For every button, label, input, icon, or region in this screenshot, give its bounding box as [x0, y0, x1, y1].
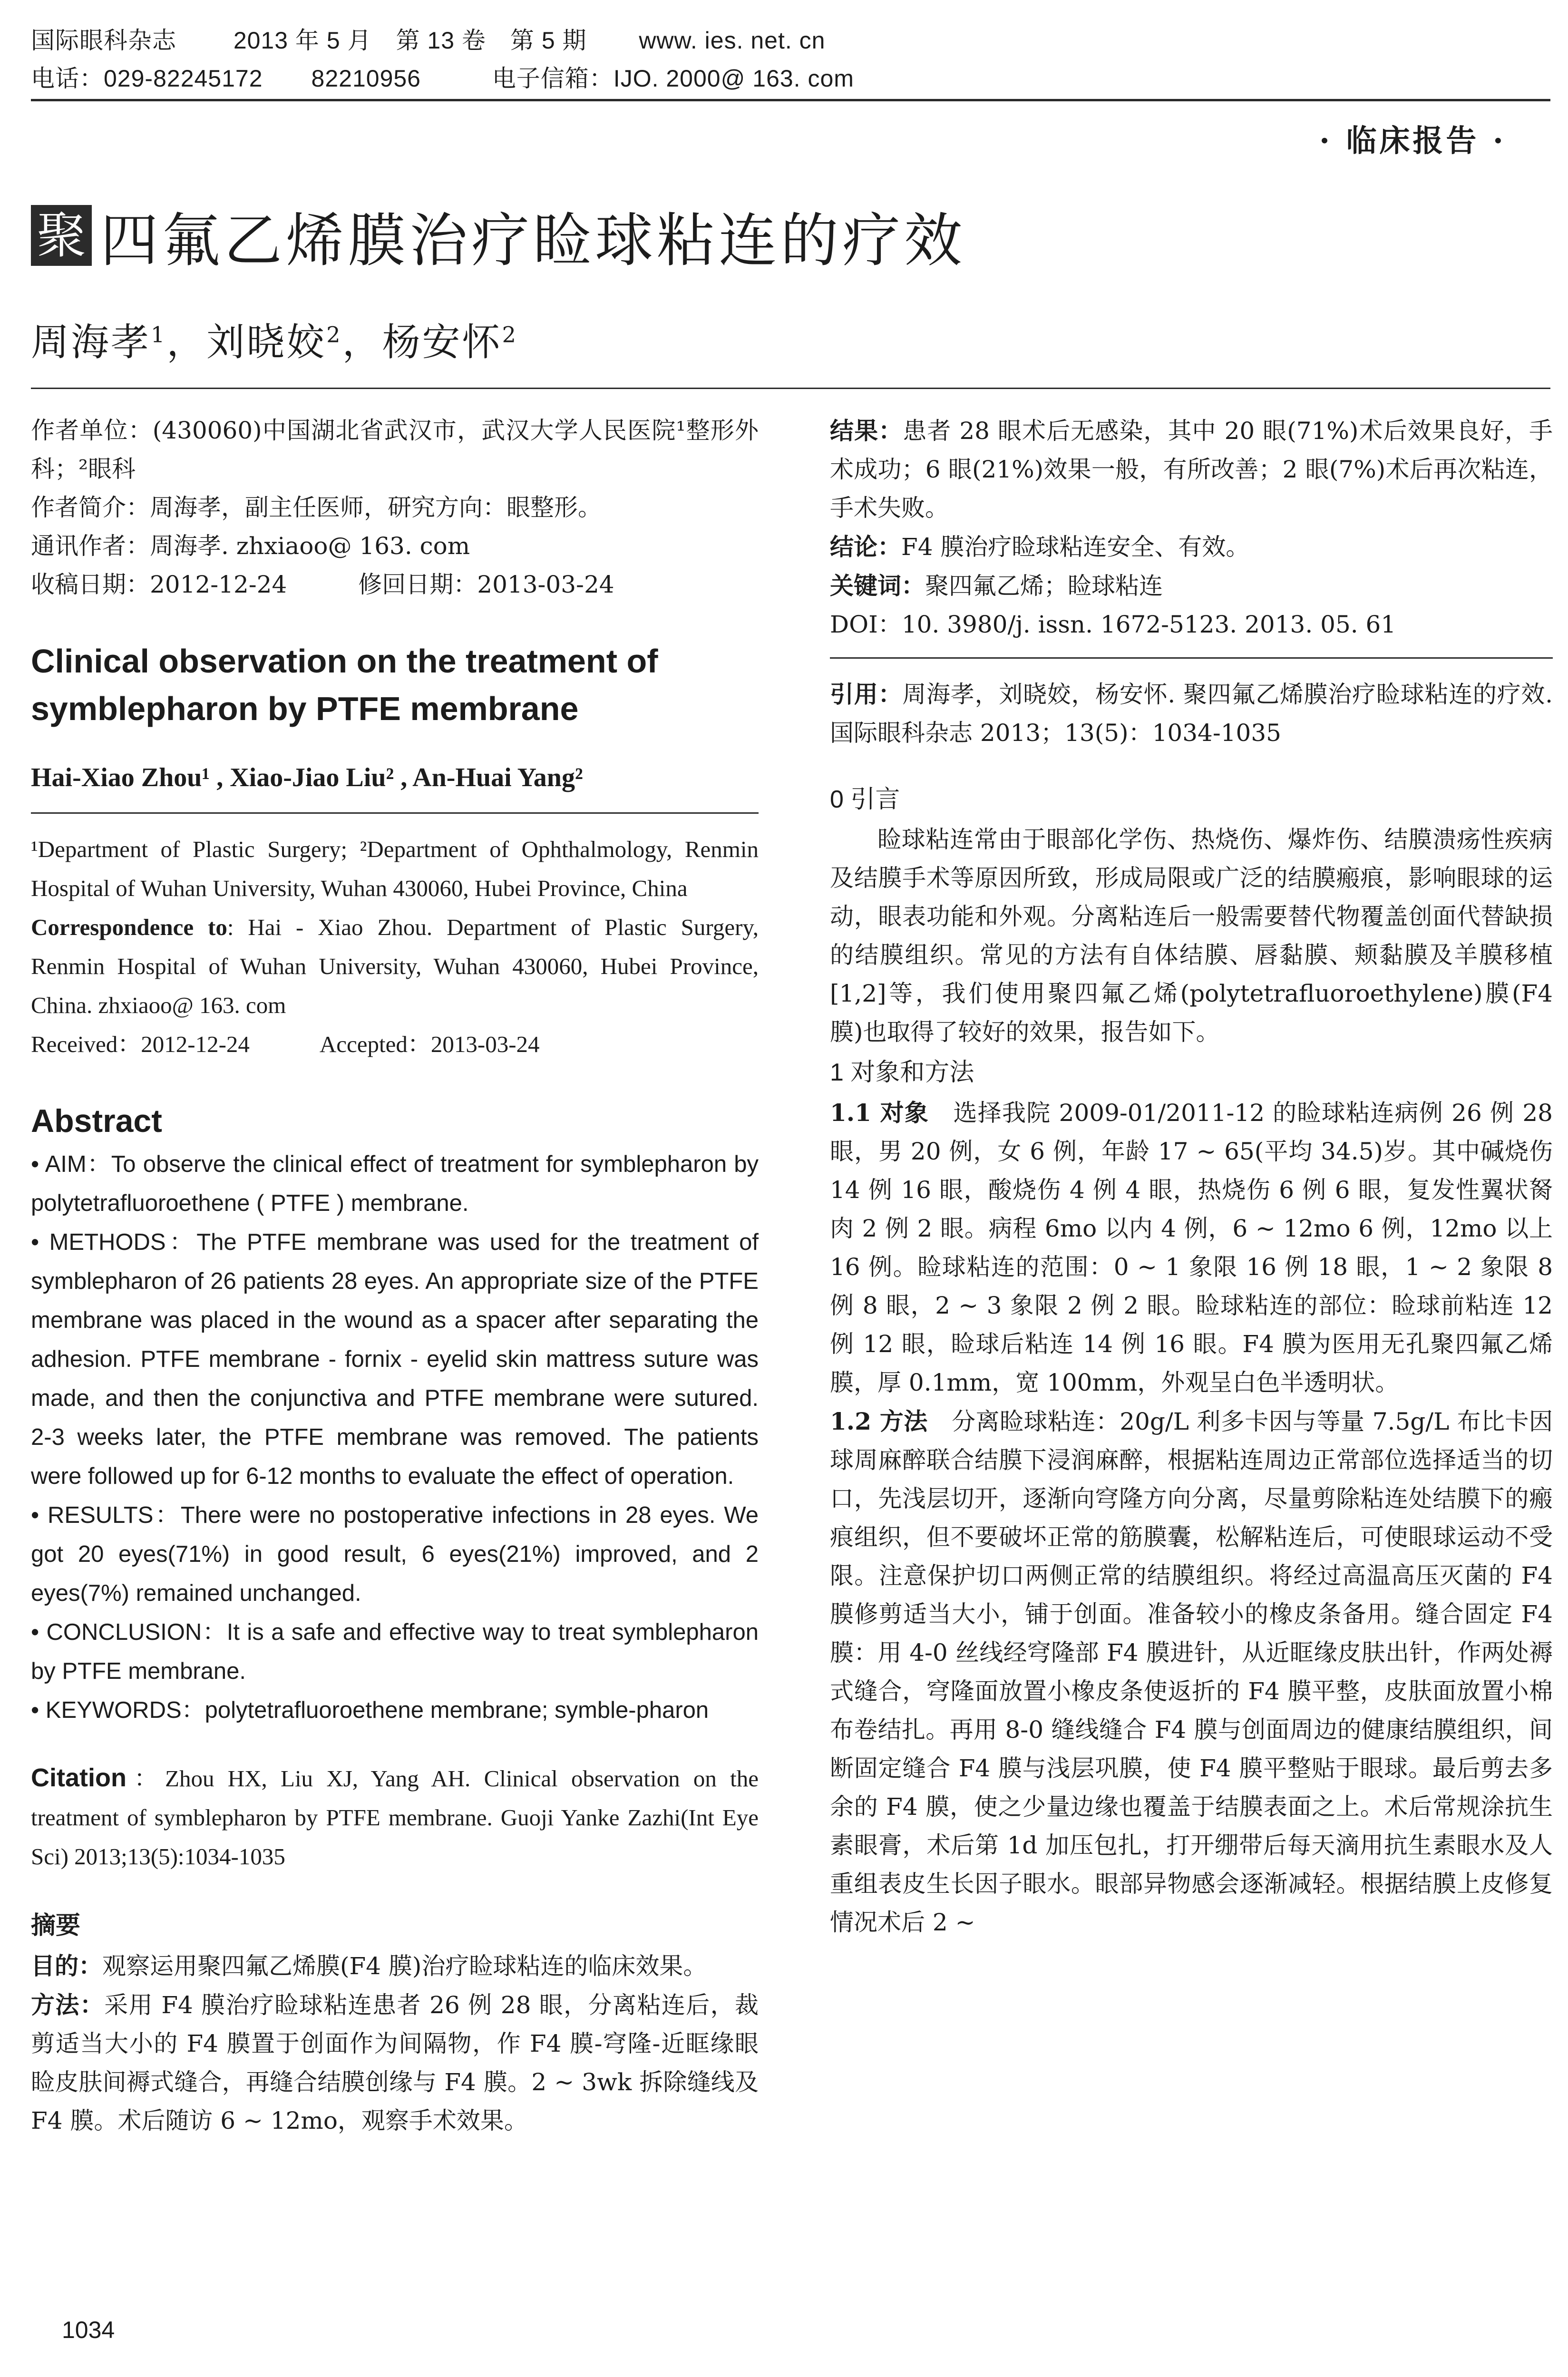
header-line-2: [31, 59, 1550, 97]
english-citation: [31, 1758, 759, 1876]
abstract-results: • RESULTS：There were no postoperative infections in 28 eyes. We got 20 eyes(71%) in good result, 6 eyes(21%) improved, and 2 eyes(7%) remained unchanged.: [31, 1502, 759, 1606]
cn-citation-text: 周海孝，刘晓姣，杨安怀. 聚四氟乙烯膜治疗睑球粘连的疗效. 国际眼科杂志 2013；13(5)：1034-1035: [830, 681, 1553, 747]
cn-methods-text: 采用 F4 膜治疗睑球粘连患者 26 例 28 眼，分离粘连后，裁剪适当大小的 F4 膜置于创面作为间隔物，作 F4 膜-穹隆-近眶缘眼睑皮肤间褥式缝合，再缝合结膜创缘与 F4 膜。2 ~ 3wk 拆除缝线及 F4 膜。术后随访 6 ~ 12mo，观察手术效果。: [31, 1991, 759, 2134]
author-name: 周海孝: [31, 320, 151, 364]
cn-aim-text: 观察运用聚四氟乙烯膜(F4 膜)治疗睑球粘连的临床效果。: [102, 1952, 707, 1980]
cn-keywords-label: 关键词：: [830, 572, 925, 600]
article-title: 四氟乙烯膜治疗睑球粘连的疗效: [100, 206, 966, 274]
methods-label: 1.2 方法: [830, 1407, 928, 1435]
author-name: 刘晓姣: [206, 320, 327, 364]
english-authors: Hai-Xiao Zhou¹ , Xiao-Jiao Liu² , An-Huai Yang²: [31, 763, 583, 792]
website-link[interactable]: www. ies. net. cn: [639, 27, 826, 54]
author-name: 杨安怀: [382, 320, 502, 364]
english-authors-divider: [31, 812, 759, 814]
author-bio: 作者简介：周海孝，副主任医师，研究方向：眼整形。: [31, 494, 602, 521]
english-affiliation: ¹Department of Plastic Surgery; ²Department of Ophthalmology, Renmin Hospital of Wuhan University, Wuhan 430060, Hubei Province, China: [31, 836, 759, 901]
cn-citation: [830, 675, 1553, 752]
author-affiliation-mark: 2: [326, 321, 342, 348]
author-affiliation: 作者单位：(430060)中国湖北省武汉市，武汉大学人民医院¹整形外科；²眼科: [31, 417, 759, 483]
cn-methods-label: 方法：: [31, 1991, 105, 2019]
english-correspondence: [31, 908, 759, 1025]
cn-abstract-divider: [830, 657, 1553, 659]
methods-paragraph: [830, 1402, 1553, 1942]
journal-name: 国际眼科杂志: [31, 27, 176, 54]
english-dates: Received：2012-12-24 Accepted：2013-03-24: [31, 1031, 540, 1057]
correspondence-text: : Hai - Xiao Zhou. Department of Plastic Surgery, Renmin Hospital of Wuhan University, Wuhan 430060, Hubei Province, China. zhxiaoo@ 163. com: [31, 914, 759, 1018]
author-affiliation-mark: 1: [151, 321, 167, 348]
subjects-text: 选择我院 2009-01/2011-12 的睑球粘连病例 26 例 28 眼，男 20 例，女 6 例，年龄 17 ~ 65(平均 34.5)岁。其中碱烧伤 14 例 16 眼，酸烧伤 4 例 4 眼，热烧伤 6 例 6 眼，复发性翼状胬肉 2 例 2 眼。病程 6mo 以内 4 例，6 ~ 12mo 6 例，12mo 以上 16 例。睑球粘连的范围：0 ~ 1 象限 16 例 18 眼，1 ~ 2 象限 8 例 8 眼，2 ~ 3 象限 2 例 2 眼。睑球粘连的部位：睑球前粘连 12 例 12 眼，睑球后粘连 14 例 16 眼。F4 膜为医用无孔聚四氟乙烯膜，厚 0.1mm，宽 100mm，外观呈白色半透明状。: [830, 1099, 1553, 1396]
abstract-conclusion: • CONCLUSION：It is a safe and effective way to treat symblepharon by PTFE membrane.: [31, 1619, 759, 1684]
cn-abstract-conclusion: [830, 527, 1553, 566]
cn-conclusion-label: 结论：: [830, 533, 901, 561]
abstract-heading: Abstract: [31, 1103, 162, 1139]
cn-abstract-aim: [31, 1947, 759, 1986]
phone-info: 电话：029-82245172 82210956: [31, 65, 421, 92]
cn-keywords-text: 聚四氟乙烯；睑球粘连: [925, 572, 1163, 600]
section-label: · 临床报告 ·: [1319, 123, 1506, 159]
cn-citation-label: 引用：: [830, 680, 903, 708]
cn-results-label: 结果：: [830, 417, 903, 445]
header-divider: [31, 99, 1550, 101]
author-list: 周海孝$^1$，刘晓姣$^2$，杨安怀$^2$: [31, 320, 518, 364]
abstract-methods: • METHODS：The PTFE membrane was used for the treatment of symblepharon of 26 patients 28 eyes. An appropriate size of the PTFE membrane was placed in the wound as a spacer after separating the adhesion. PTFE membrane - fornix - eyelid skin mattress suture was made, and then the conjunctiva and PTFE membrane were sutured. 2-3 weeks later, the PTFE membrane was removed. The patients were followed up for 6-12 months to evaluate the effect of operation.: [31, 1229, 759, 1489]
cn-abstract-heading: 摘要: [31, 1911, 81, 1940]
cn-aim-label: 目的：: [31, 1952, 102, 1980]
abstract-keywords: • KEYWORDS：polytetrafluoroethene membrane; symble-pharon: [31, 1697, 709, 1723]
subjects-paragraph: [830, 1093, 1553, 1402]
issue-info: 2013 年 5 月 第 13 卷 第 5 期: [233, 27, 587, 54]
doi: DOI：10. 3980/j. issn. 1672-5123. 2013. 05. 61: [830, 611, 1396, 638]
header-line-1: [31, 21, 1550, 59]
author-affiliation-mark: 2: [502, 321, 518, 348]
right-column: [830, 411, 1553, 1942]
article-title-block: [31, 200, 966, 274]
received-dates: 收稿日期：2012-12-24 修回日期：2013-03-24: [31, 571, 614, 598]
methods-text: 分离睑球粘连：20g/L 利多卡因与等量 7.5g/L 布比卡因球周麻醉联合结膜下浸润麻醉，根据粘连周边正常部位选择适当的切口，先浅层切开，逐渐向穹隆方向分离，尽量剪除粘连处结膜下的瘢痕组织，但不要破坏正常的筋膜囊，松解粘连后，可使眼球运动不受限。注意保护切口两侧正常的结膜组织。将经过高温高压灭菌的 F4 膜修剪适当大小，铺于创面。准备较小的橡皮条备用。缝合固定 F4 膜：用 4-0 丝线经穹隆部 F4 膜进针，从近眶缘皮肤出针，作两处褥式缝合，穹隆面放置小橡皮条使返折的 F4 膜平整，皮肤面放置小棉布卷结扎。再用 8-0 缝线缝合 F4 膜与创面周边的健康结膜组织，间断固定缝合 F4 膜与浅层巩膜，使 F4 膜平整贴于眼球。最后剪去多余的 F4 膜，使之少量边缘也覆盖于结膜表面之上。术后常规涂抗生素眼膏，术后第 1d 加压包扎，打开绷带后每天滴用抗生素眼水及人重组表皮生长因子眼水。眼部异物感会逐渐减轻。根据结膜上皮修复情况术后 2 ~: [830, 1408, 1553, 1936]
journal-header: [31, 21, 1550, 97]
methods-heading: 1 对象和方法: [830, 1059, 974, 1086]
email-info: 电子信箱：IJO. 2000@ 163. com: [492, 65, 854, 92]
correspondence-label: Correspondence to: [31, 914, 227, 940]
page-number: 1034: [62, 2317, 115, 2343]
citation-label: Citation: [31, 1763, 127, 1792]
english-title: Clinical observation on the treatment of symblepharon by PTFE membrane: [31, 643, 658, 727]
citation-text: ：Zhou HX, Liu XJ, Yang AH. Clinical observation on the treatment of symblepharon by PTFE membrane. Guoji Yanke Zazhi(Int Eye Sci) 2013;13(5):1034-1035: [31, 1765, 759, 1870]
intro-paragraph: 睑球粘连常由于眼部化学伤、热烧伤、爆炸伤、结膜溃疡性疾病及结膜手术等原因所致，形成局限或广泛的结膜瘢痕，影响眼球的运动，眼表功能和外观。分离粘连后一般需要替代物覆盖创面代替缺损的结膜组织。常见的方法有自体结膜、唇黏膜、颊黏膜及羊膜移植[1,2]等，我们使用聚四氟乙烯(polytetrafluoroethylene)膜(F4 膜)也取得了较好的效果，报告如下。: [830, 826, 1553, 1046]
intro-heading: 0 引言: [830, 786, 900, 813]
cn-abstract-keywords: [830, 566, 1553, 605]
title-divider: [31, 388, 1550, 389]
cn-results-text: 患者 28 眼术后无感染，其中 20 眼(71%)术后效果良好，手术成功；6 眼(21%)效果一般，有所改善；2 眼(7%)术后再次粘连，手术失败。: [830, 417, 1553, 522]
corresponding-author: 通讯作者：周海孝. zhxiaoo@ 163. com: [31, 532, 470, 560]
title-first-char-mark: 聚: [31, 205, 92, 266]
left-column: [31, 411, 759, 2140]
cn-abstract-methods: [31, 1986, 759, 2140]
cn-conclusion-text: F4 膜治疗睑球粘连安全、有效。: [901, 533, 1250, 561]
cn-abstract-results: [830, 411, 1553, 527]
abstract-aim: • AIM：To observe the clinical effect of treatment for symblepharon by polytetrafluoroethene ( PTFE ) membrane.: [31, 1151, 759, 1216]
subjects-label: 1.1 对象: [830, 1099, 929, 1127]
